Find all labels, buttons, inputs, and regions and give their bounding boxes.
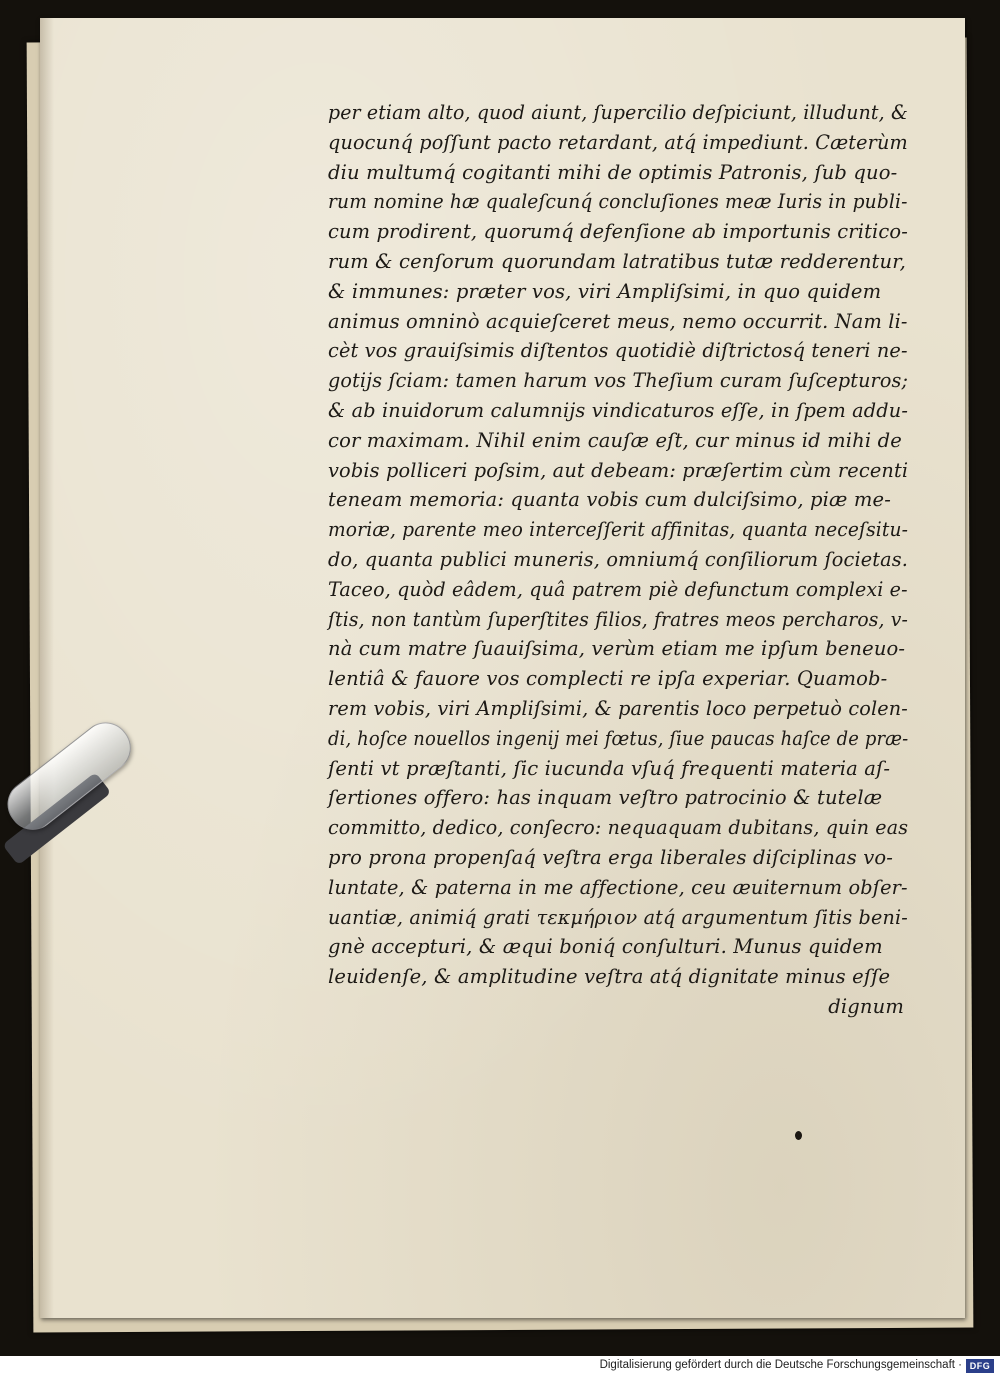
- text-line: cèt vos grauiſsimis diſtentos quotidiè diſtrictosq́ teneri ne-: [328, 339, 908, 363]
- text-line: moriæ, parente meo interceſſerit affinitas, quanta neceſsitu-: [328, 518, 909, 542]
- text-line: luntate, & paterna in me affectione, ceu æuiternum obſer-: [328, 875, 908, 899]
- text-line: cor maximam. Nihil enim cauſæ eſt, cur minus id mihi de: [328, 428, 902, 452]
- catchword: dignum: [828, 994, 904, 1018]
- ink-speck: [795, 1131, 802, 1140]
- text-line: ſertiones offero: has inquam veſtro patrocinio & tutelæ: [328, 786, 883, 810]
- text-line: animus omninò acquieſceret meus, nemo occurrit. Nam li-: [328, 309, 908, 333]
- text-line: rum nomine hæ qualeſcunq́ concluſiones meæ Iuris in publi-: [328, 190, 908, 214]
- text-line: do, quanta publici muneris, omniumq́ conſiliorum ſocietas.: [328, 547, 909, 571]
- text-line: leuidenſe, & amplitudine veſtra atq́ dignitate minus eſſe: [328, 965, 891, 989]
- text-line: lentiâ & fauore vos complecti re ipſa experiar. Quamob-: [328, 667, 888, 691]
- text-line: diu multumq́ cogitanti mihi de optimis Patronis, ſub quo-: [328, 160, 898, 184]
- text-line: pro prona propenſaq́ veſtra erga liberales diſciplinas vo-: [328, 845, 894, 869]
- text-line: gnè accepturi, & æqui boniq́ conſulturi. Munus quidem: [328, 935, 883, 959]
- text-line: & immunes: præter vos, viri Ampliſsimi, in quo quidem: [328, 279, 882, 303]
- text-line: uantiæ, animiq́ grati τεκμήριον atq́ argumentum ſitis beni-: [328, 905, 908, 929]
- text-line: quocunq́ poſſunt pacto retardant, atq́ impediunt. Cæterùm: [328, 130, 908, 154]
- text-line: teneam memoria: quanta vobis cum dulciſsimo, piæ me-: [328, 488, 891, 512]
- text-line: & ab inuidorum calumnijs vindicaturos eſſe, in ſpem addu-: [328, 398, 908, 422]
- footer-credit: Digitalisierung gefördert durch die Deutsche Forschungsgemeinschaft ·: [599, 1359, 962, 1371]
- text-line: vobis polliceri poſsim, aut debeam: præſertim cùm recenti: [328, 458, 909, 482]
- binding-shadow: [40, 18, 54, 1318]
- text-line: per etiam alto, quod aiunt, ſupercilio deſpiciunt, illudunt, &: [328, 101, 908, 124]
- text-line: nà cum matre ſuauiſsima, verùm etiam me ipſum beneuo-: [328, 637, 906, 661]
- text-line: rem vobis, viri Ampliſsimi, & parentis loco perpetuò colen-: [328, 696, 908, 720]
- text-line: di, hoſce nouellos ingenij mei fœtus, ſiue paucas haſce de præ-: [328, 726, 909, 750]
- document-page: [40, 18, 965, 1318]
- text-line: gotijs ſciam: tamen harum vos Theſium curam ſuſcepturos;: [328, 369, 909, 393]
- text-line: cum prodirent, quorumq́ defenſione ab importunis critico-: [328, 220, 908, 244]
- text-line: Taceo, quòd eâdem, quâ patrem piè defunctum complexi e-: [328, 577, 908, 601]
- footer-bar: [0, 1356, 1000, 1377]
- dfg-logo: DFG: [966, 1359, 994, 1373]
- text-line: committo, dedico, conſecro: nequaquam dubitans, quin eas: [328, 816, 909, 840]
- text-line: rum & cenſorum quorundam latratibus tutæ redderentur,: [328, 249, 906, 273]
- text-line: ſtis, non tantùm ſuperſtites filios, fratres meos percharos, v-: [328, 607, 908, 631]
- text-line: ſenti vt præſtanti, ſic iucunda vſuq́ frequenti materia aſ-: [328, 756, 891, 780]
- body-text: [328, 98, 908, 1022]
